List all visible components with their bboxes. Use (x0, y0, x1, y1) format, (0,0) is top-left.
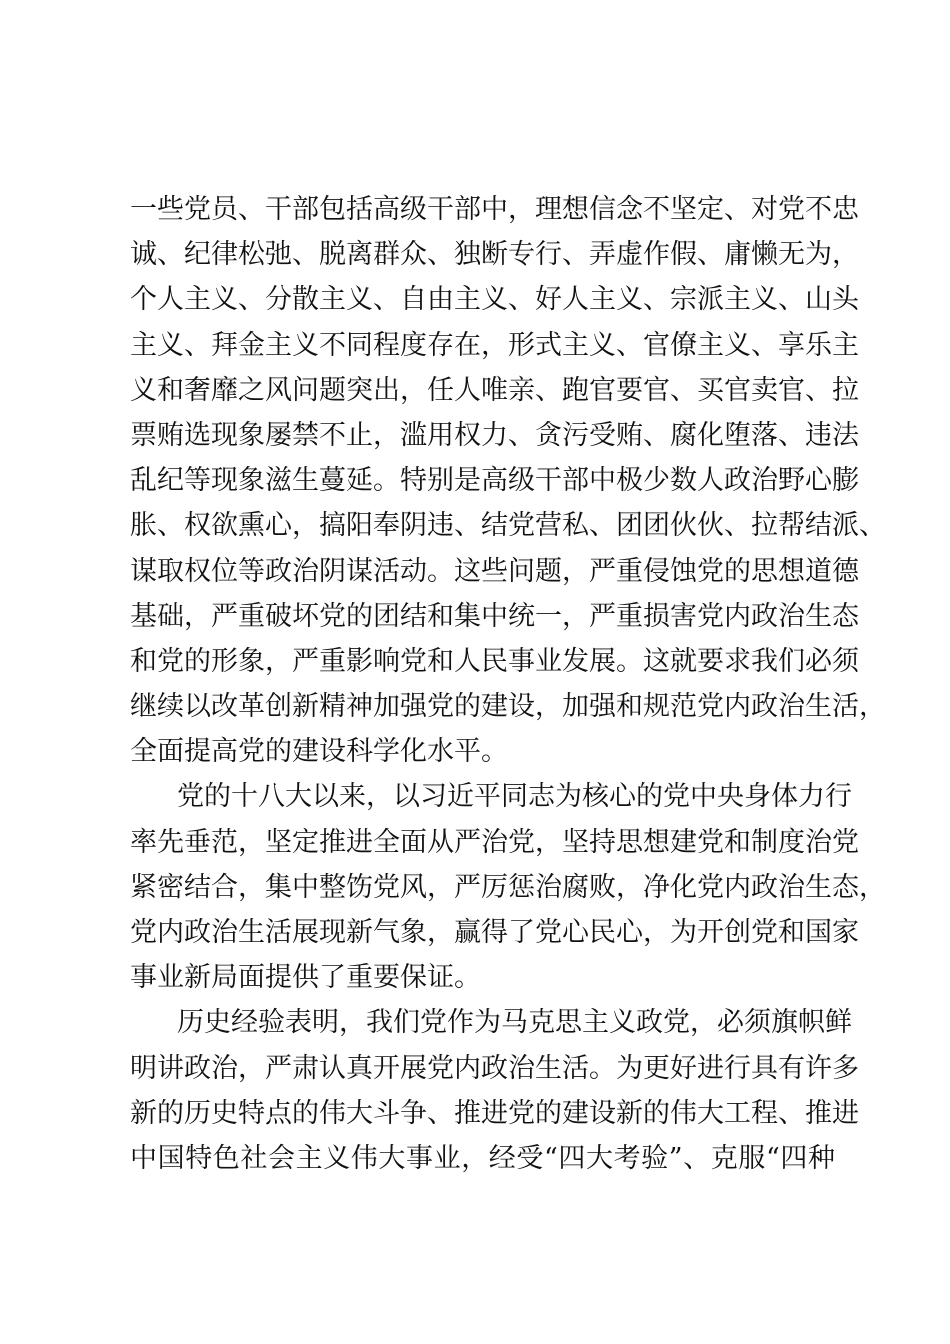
text-line: 率先垂范，坚定推进全面从严治党，坚持思想建党和制度治党 (130, 826, 859, 858)
text-line: 诚、纪律松弛、脱离群众、独断专行、弄虚作假、庸懒无为， (130, 239, 859, 271)
text-line: 紧密结合，集中整饬党风，严厉惩治腐败，净化党内政治生态， (130, 871, 886, 903)
text-line: 基础，严重破坏党的团结和集中统一，严重损害党内政治生态 (130, 600, 859, 632)
paragraph-first-line: 党的十八大以来，以习近平同志为核心的党中央身体力行 (177, 781, 852, 813)
text-line: 一些党员、干部包括高级干部中，理想信念不坚定、对党不忠 (130, 194, 859, 225)
text-line: 谋取权位等政治阴谋活动。这些问题，严重侵蚀党的思想道德 (130, 555, 859, 587)
body-text (130, 187, 886, 1181)
paragraph-end-line: 事业新局面提供了重要保证。 (130, 962, 481, 994)
text-line: 党内政治生活展现新气象，赢得了党心民心，为开创党和国家 (130, 917, 859, 948)
text-line: 胀、权欲熏心，搞阳奉阴违、结党营私、团团伙伙、拉帮结派、 (130, 510, 886, 542)
text-line: 和党的形象，严重影响党和人民事业发展。这就要求我们必须 (130, 645, 859, 677)
text-line: 义和奢靡之风问题突出，任人唯亲、跑官要官、买官卖官、拉 (130, 374, 859, 406)
text-line: 个人主义、分散主义、自由主义、好人主义、宗派主义、山头 (130, 284, 859, 316)
text-line: 乱纪等现象滋生蔓延。特别是高级干部中极少数人政治野心膨 (130, 465, 859, 497)
text-line: 中国特色社会主义伟大事业，经受“四大考验”、克服“四种 (130, 1142, 835, 1174)
paragraph-first-line: 历史经验表明，我们党作为马克思主义政党，必须旗帜鲜 (177, 1007, 852, 1039)
text-line: 票贿选现象屡禁不止，滥用权力、贪污受贿、腐化堕落、违法 (130, 419, 859, 451)
text-line: 继续以改革创新精神加强党的建设，加强和规范党内政治生活， (130, 691, 886, 723)
text-line: 明讲政治，严肃认真开展党内政治生活。为更好进行具有许多 (130, 1052, 859, 1084)
paragraph-end-line: 全面提高党的建设科学化水平。 (130, 736, 508, 768)
text-line: 新的历史特点的伟大斗争、推进党的建设新的伟大工程、推进 (130, 1097, 859, 1129)
text-line: 主义、拜金主义不同程度存在，形式主义、官僚主义、享乐主 (130, 329, 859, 361)
